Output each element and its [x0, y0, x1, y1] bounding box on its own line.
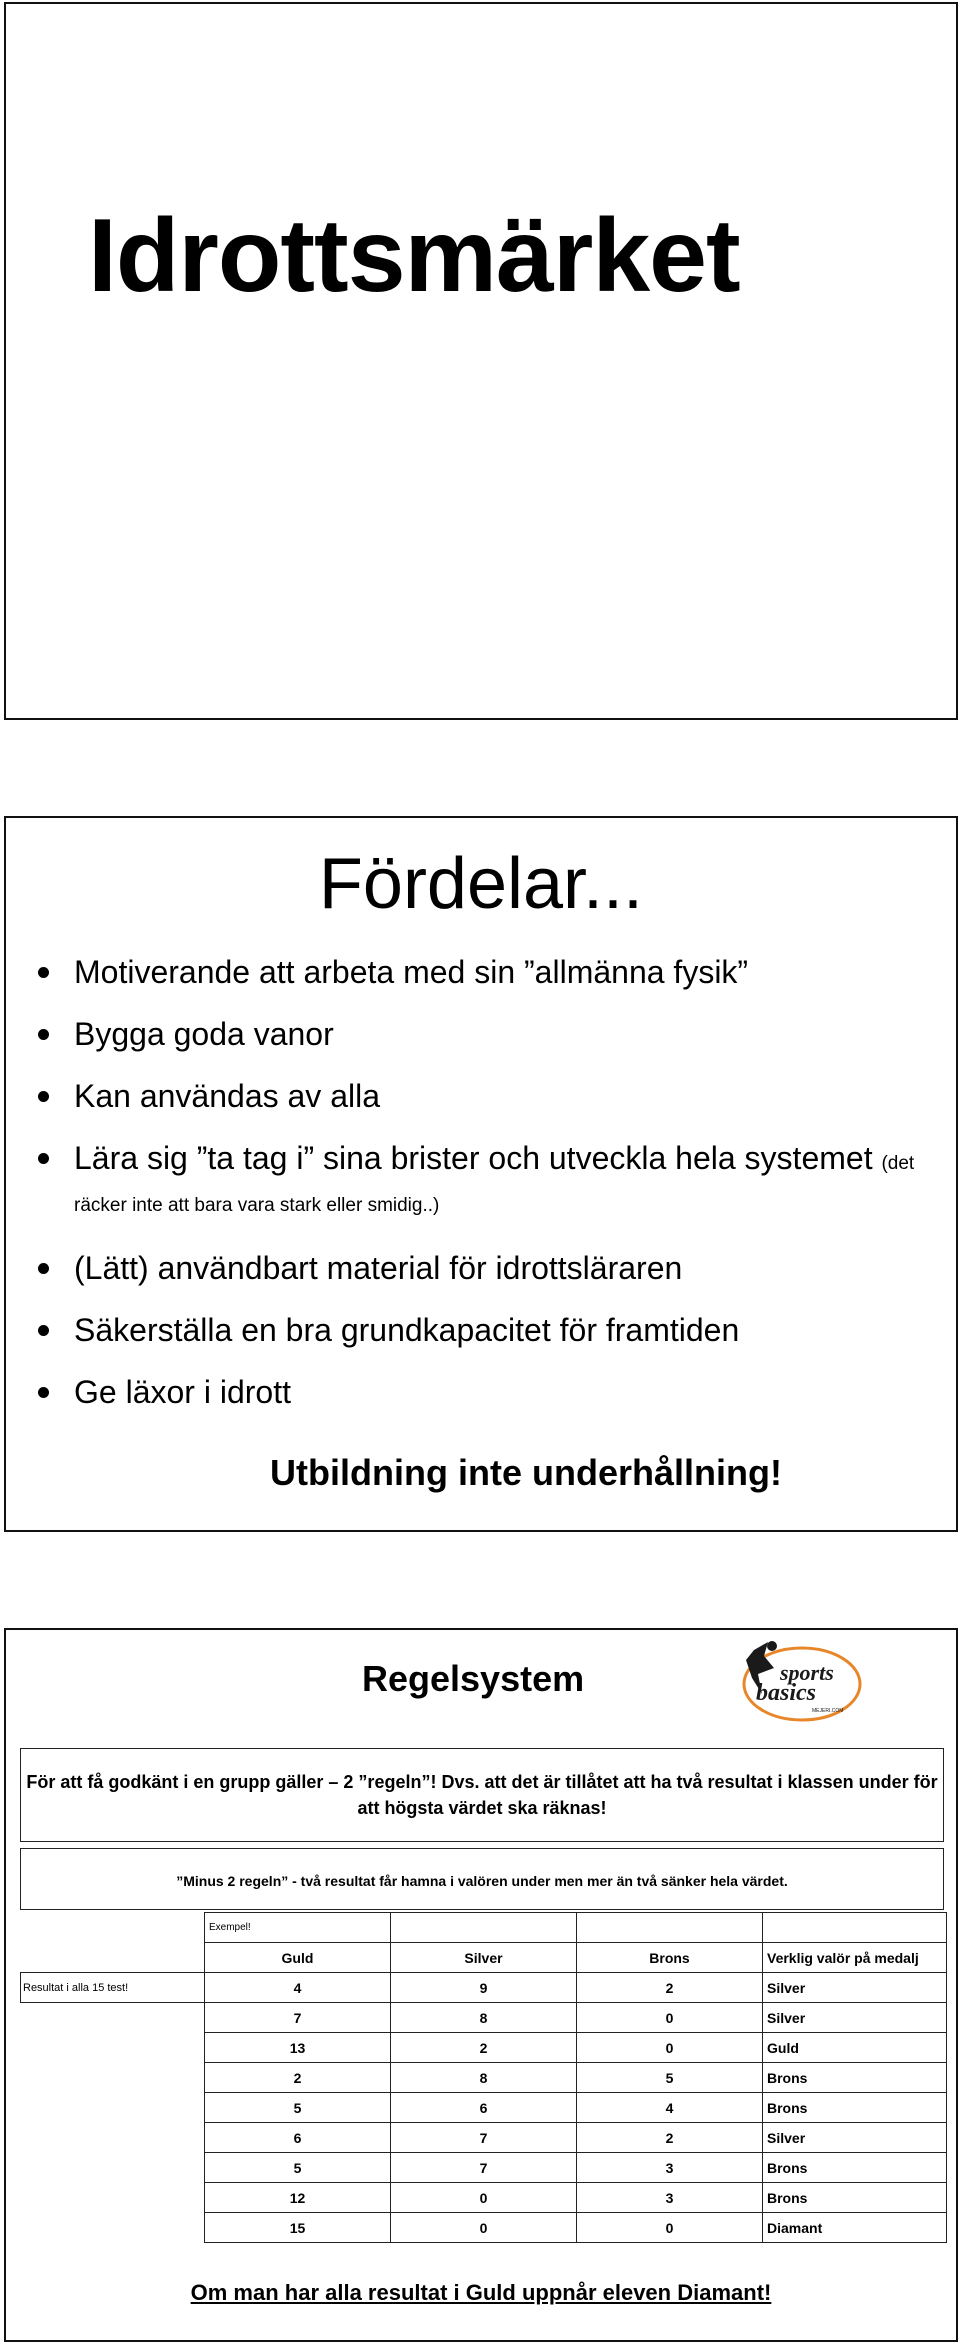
diamond-footer: Om man har alla resultat i Guld uppnår eleven Diamant! [190, 2280, 772, 2305]
list-item: Säkerställa en bra grundkapacitet för framtiden [36, 1312, 936, 1348]
advantages-list [36, 954, 936, 1436]
header-silver: Silver [391, 1943, 577, 1973]
table-row: 6 7 2 Silver [21, 2123, 947, 2153]
header-brons: Brons [577, 1943, 763, 1973]
bullet-icon [38, 1263, 49, 1274]
list-item: Ge läxor i idrott [36, 1374, 936, 1410]
minus-rule-box: ”Minus 2 regeln” - två resultat får hamna i valören under men mer än två sänker hela värdet. [20, 1848, 944, 1910]
table-row: 7 8 0 Silver [21, 2003, 947, 2033]
medal-table [20, 1912, 947, 2243]
table-row: 12 0 3 Brons [21, 2183, 947, 2213]
list-item: Motiverande att arbeta med sin ”allmänna fysik” [36, 954, 936, 990]
list-item: Bygga goda vanor [36, 1016, 936, 1052]
row-label: Resultat i alla 15 test! [21, 1973, 205, 2003]
tagline: Utbildning inte underhållning! [270, 1452, 782, 1493]
table-row: Resultat i alla 15 test! 4 9 2 Silver [21, 1973, 947, 2003]
slide-title [4, 2, 958, 720]
svg-text:sports: sports [780, 1660, 834, 1685]
bullet-note: (det räcker inte att bara vara stark eller smidig..) [74, 1153, 915, 1216]
bullet-icon [38, 1325, 49, 1336]
slide-rules [4, 1628, 958, 2342]
bullet-icon [38, 1091, 49, 1102]
rules-heading: Regelsystem [362, 1658, 585, 1699]
bullet-icon [38, 1153, 49, 1164]
example-label: Exempel! [209, 1922, 251, 1933]
slide-advantages [4, 816, 958, 1532]
rule-text-box: För att få godkänt i en grupp gäller – 2 ”regeln”! Dvs. att det är tillåtet att ha två resultat i klassen under för att högsta värdet ska räknas! [20, 1748, 944, 1842]
table-row: 5 6 4 Brons [21, 2093, 947, 2123]
list-item: Lära sig ”ta tag i” sina brister och utveckla hela systemet (det räcker inte att bara vara stark eller smidig..) [36, 1140, 936, 1224]
list-item: (Lätt) användbart material för idrottsläraren [36, 1250, 936, 1286]
header-guld: Guld [205, 1943, 391, 1973]
sports-basics-logo [728, 1634, 868, 1730]
bullet-icon [38, 1387, 49, 1398]
slide-title-heading: Idrottsmärket [88, 198, 740, 314]
header-valor: Verklig valör på medalj [763, 1943, 947, 1973]
svg-text:MEJERI.COM: MEJERI.COM [812, 1708, 844, 1714]
svg-text:basics: basics [756, 1680, 816, 1706]
table-row: 2 8 5 Brons [21, 2063, 947, 2093]
advantages-heading: Fördelar... [318, 844, 644, 924]
bullet-icon [38, 967, 49, 978]
table-row: 15 0 0 Diamant [21, 2213, 947, 2243]
table-header-row [21, 1943, 947, 1973]
table-row: 13 2 0 Guld [21, 2033, 947, 2063]
bullet-icon [38, 1029, 49, 1040]
list-item: Kan användas av alla [36, 1078, 936, 1114]
table-row: 5 7 3 Brons [21, 2153, 947, 2183]
